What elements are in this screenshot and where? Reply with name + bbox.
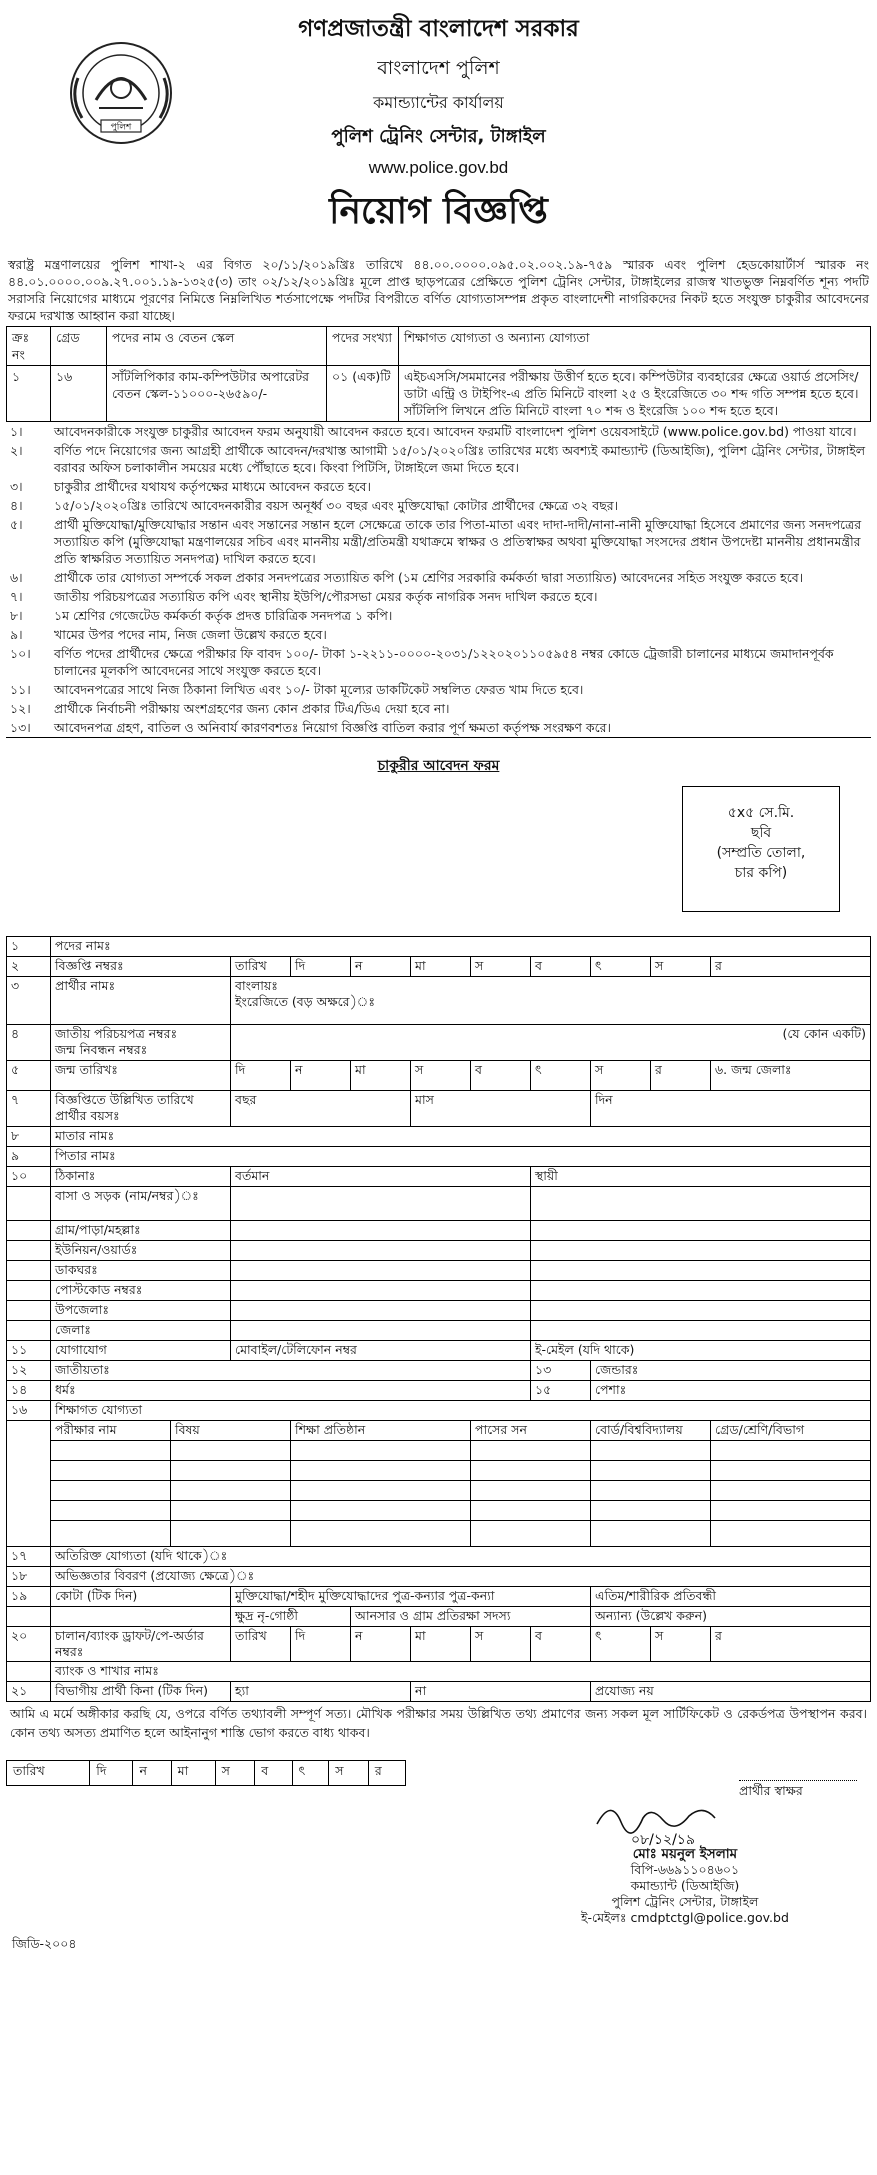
edu-cell[interactable] bbox=[471, 1521, 591, 1547]
present-postoffice-field[interactable] bbox=[231, 1261, 531, 1281]
form-row bbox=[7, 1341, 871, 1361]
bank-branch-field[interactable]: ব্যাংক ও শাখার নামঃ bbox=[51, 1662, 871, 1682]
police-emblem-icon bbox=[66, 38, 176, 148]
form-row bbox=[7, 937, 871, 957]
condition-text: ১৫/০১/২০২০খ্রিঃ তারিখে আবেদনকারীর বয়স অনূর্ধ্ব ৩০ বছর এবং মুক্তিযোদ্ধা কোটার প্রার্থীদের ক্ষেত্রে ৩২ বছর। bbox=[54, 498, 619, 513]
condition-item bbox=[6, 568, 871, 587]
declaration-date bbox=[6, 1760, 406, 1786]
date-cell[interactable]: র bbox=[368, 1761, 405, 1786]
edu-cell[interactable] bbox=[711, 1461, 871, 1481]
row-no: ৮ bbox=[7, 1127, 51, 1147]
mobile-field[interactable]: মোবাইল/টেলিফোন নম্বর bbox=[231, 1341, 531, 1361]
date-cell[interactable]: স bbox=[329, 1761, 369, 1786]
emblem-label: পুলিশ bbox=[110, 122, 132, 133]
center-name: পুলিশ ট্রেনিং সেন্টার, টাঙ্গাইল bbox=[331, 126, 546, 147]
conditions-list bbox=[6, 422, 871, 738]
post-name: সাঁটলিপিকার কাম-কম্পিউটার অপারেটর বেতন স্কেল-১১০০০-২৬৫৯০/- bbox=[107, 366, 327, 422]
edu-cell[interactable] bbox=[591, 1501, 711, 1521]
post-sl: ১ bbox=[7, 366, 51, 422]
permanent-village-field[interactable] bbox=[531, 1221, 871, 1241]
condition-text: বর্ণিত পদের প্রার্থীদের ক্ষেত্রে পরীক্ষার ফি বাবদ ১০০/- টাকা ১-২২১১-০০০০-২০৩১/১২২০২০১১০৫৯৫৪ নম্বর কোডে ট্রেজারী চালানের মাধ্যমে জমাদানপূর্বক চালানের মূলকপি আবেদনের সাথে সংযুক্ত করতে হবে। bbox=[54, 646, 834, 678]
education-row bbox=[7, 1441, 871, 1461]
edu-cell[interactable] bbox=[711, 1441, 871, 1461]
condition-item bbox=[6, 477, 871, 496]
condition-number: ১১। bbox=[10, 682, 31, 697]
row-no: ২১ bbox=[7, 1682, 51, 1702]
address-row bbox=[7, 1301, 871, 1321]
officer-signature-icon bbox=[591, 1794, 741, 1850]
education-row bbox=[7, 1481, 871, 1501]
form-row bbox=[7, 977, 871, 1025]
website-link[interactable]: www.police.gov.bd bbox=[368, 158, 509, 177]
condition-number: ৬। bbox=[10, 570, 23, 585]
form-row bbox=[7, 1662, 871, 1682]
photo-note: (সম্প্রতি তোলা, bbox=[716, 845, 806, 861]
condition-text: আবেদনকারীকে সংযুক্ত চাকুরীর আবেদন ফরম অনুযায়ী আবেদন করতে হবে। আবেদন ফরমটি বাংলাদেশ পুলিশ ওয়েবসাইটে (www.police.gov.bd) পাওয়া যাবে। bbox=[54, 424, 857, 439]
quota-label: কোটা (টিক দিন) bbox=[51, 1587, 231, 1607]
condition-number: ১। bbox=[10, 424, 23, 439]
condition-item bbox=[6, 441, 871, 477]
post-qualification: এইচএসসি/সমমানের পরীক্ষায় উত্তীর্ণ হতে হবে। কম্পিউটার ব্যবহারের ক্ষেত্রে ওয়ার্ড প্রসেসিং/ডাটা এন্ট্রি ও টাইপিং-এ প্রতি মিনিটে বাংলা ২৫ ও ইংরেজিতে ৩০ শব্দ গতি সম্পন্ন হতে হবে। সাঁটলিপি লিখনে প্রতি মিনিটে বাংলা ৭০ শব্দ ও ইংরেজি ১০০ শব্দ হতে হবে। bbox=[399, 366, 871, 422]
photo-copies: চার কপি) bbox=[734, 865, 788, 881]
row-no: ১৯ bbox=[7, 1587, 51, 1607]
edu-cell[interactable] bbox=[591, 1441, 711, 1461]
condition-item bbox=[6, 699, 871, 718]
condition-number: ৯। bbox=[10, 627, 23, 642]
signature-date: ০৮/১২/১৯ bbox=[631, 1832, 695, 1848]
edu-cell[interactable] bbox=[471, 1461, 591, 1481]
edu-cell[interactable] bbox=[291, 1441, 471, 1461]
present-district-field[interactable] bbox=[231, 1321, 531, 1341]
birth-reg-label: জন্ম নিবন্ধন নম্বরঃ bbox=[55, 1042, 148, 1057]
dob-cell[interactable]: স bbox=[591, 1061, 651, 1091]
edu-cell[interactable] bbox=[171, 1481, 291, 1501]
date-cell[interactable]: স bbox=[471, 957, 531, 977]
condition-text: বর্ণিত পদে নিয়োগের জন্য আগ্রহী প্রার্থীকে আবেদন/দরখাস্ত আগামী ১৫/০১/২০২০খ্রিঃ তারিখের মধ্যে অবশ্যই কমান্ড্যান্ট (ডিআইজি), পুলিশ ট্রেনিং সেন্টার, টাঙ্গাইল বরাবর অফিস চলাকালীন সময়ের মধ্যে পৌঁছাতে হবে। কিংবা পিটিসি, টাঙ্গাইলে জমা দিতে হবে। bbox=[54, 443, 866, 475]
date-cell[interactable]: স bbox=[651, 957, 711, 977]
col-sl: ক্রঃ নং bbox=[7, 327, 51, 366]
edu-col-board: বোর্ড/বিশ্ববিদ্যালয় bbox=[591, 1421, 711, 1441]
post-grade: ১৬ bbox=[51, 366, 107, 422]
dob-cell[interactable]: স bbox=[411, 1061, 471, 1091]
row-no: ৭ bbox=[7, 1091, 51, 1127]
office-name: কমান্ড্যান্টের কার্যালয় bbox=[373, 93, 504, 112]
form-row bbox=[7, 1627, 871, 1662]
edu-cell[interactable] bbox=[51, 1521, 171, 1547]
officer-office: পুলিশ ট্রেনিং সেন্টার, টাঙ্গাইল bbox=[611, 1894, 759, 1909]
nid-value[interactable] bbox=[231, 1025, 871, 1061]
form-row bbox=[7, 1587, 871, 1607]
permanent-house-field[interactable] bbox=[531, 1187, 871, 1221]
dob-cell[interactable]: ব bbox=[471, 1061, 531, 1091]
form-title: চাকুরীর আবেদন ফরম bbox=[377, 758, 500, 774]
condition-text: চাকুরীর প্রার্থীদের যথাযথ কর্তৃপক্ষের মাধ্যমে আবেদন করতে হবে। bbox=[54, 479, 371, 494]
permanent-upazila-field[interactable] bbox=[531, 1301, 871, 1321]
dob-cell[interactable]: র bbox=[651, 1061, 711, 1091]
edu-cell[interactable] bbox=[171, 1521, 291, 1547]
edu-col-institution: শিক্ষা প্রতিষ্ঠান bbox=[291, 1421, 471, 1441]
condition-item bbox=[6, 496, 871, 515]
edu-cell[interactable] bbox=[291, 1501, 471, 1521]
contact-label: যোগাযোগ bbox=[51, 1341, 231, 1361]
edu-col-exam: পরীক্ষার নাম bbox=[51, 1421, 171, 1441]
applicant-name-label: প্রার্থীর নামঃ bbox=[51, 977, 231, 1025]
permanent-district-field[interactable] bbox=[531, 1321, 871, 1341]
condition-number: ৪। bbox=[10, 498, 23, 513]
row-no: ২ bbox=[7, 957, 51, 977]
col-count: পদের সংখ্যা bbox=[327, 327, 399, 366]
challan-field[interactable]: চালান/ব্যাংক ড্রাফট/পে-অর্ডার নম্বরঃ bbox=[51, 1627, 231, 1662]
condition-item bbox=[6, 422, 871, 441]
edu-cell[interactable] bbox=[471, 1501, 591, 1521]
date-label: তারিখ bbox=[7, 1761, 90, 1786]
email-field[interactable]: ই-মেইল (যদি থাকে) bbox=[531, 1341, 871, 1361]
permanent-postoffice-field[interactable] bbox=[531, 1261, 871, 1281]
row-no: ১৭ bbox=[7, 1547, 51, 1567]
row-no: ১১ bbox=[7, 1341, 51, 1361]
condition-item bbox=[6, 644, 871, 680]
condition-item bbox=[6, 515, 871, 568]
officer-email[interactable]: ই-মেইলঃ cmdptctgl@police.gov.bd bbox=[581, 1910, 789, 1925]
date-label: তারিখ bbox=[231, 957, 291, 977]
date-cell[interactable]: মা bbox=[171, 1761, 215, 1786]
occupation-field[interactable]: পেশাঃ bbox=[591, 1381, 871, 1401]
age-year-field[interactable]: বছর bbox=[231, 1091, 411, 1127]
edu-cell[interactable] bbox=[171, 1441, 291, 1461]
officer-name: মোঃ ময়নুল ইসলাম bbox=[632, 1846, 738, 1862]
address-row bbox=[7, 1241, 871, 1261]
applicant-signature[interactable]: প্রার্থীর স্বাক্ষর bbox=[739, 1780, 857, 1803]
photo-label: ছবি bbox=[750, 825, 772, 841]
edu-cell[interactable] bbox=[291, 1521, 471, 1547]
notice-title: নিয়োগ বিজ্ঞপ্তি bbox=[329, 191, 548, 232]
edu-cell[interactable] bbox=[171, 1501, 291, 1521]
edu-cell[interactable] bbox=[591, 1481, 711, 1501]
edu-cell[interactable] bbox=[171, 1461, 291, 1481]
row-no: ১৮ bbox=[7, 1567, 51, 1587]
date-cell[interactable]: স bbox=[471, 1627, 531, 1662]
edu-cell[interactable] bbox=[711, 1521, 871, 1547]
address-house-label: বাসা ও সড়ক (নাম/নম্বর)ঃ bbox=[51, 1187, 231, 1221]
form-row bbox=[7, 1147, 871, 1167]
date-label: তারিখ bbox=[231, 1627, 291, 1662]
row-no: ৪ bbox=[7, 1025, 51, 1061]
address-union-label: ইউনিয়ন/ওয়ার্ডঃ bbox=[51, 1241, 231, 1261]
row-no: ১ bbox=[7, 937, 51, 957]
post-name-field[interactable]: পদের নামঃ bbox=[51, 937, 871, 957]
date-cell[interactable]: ৎ bbox=[591, 1627, 651, 1662]
condition-text: ১ম শ্রেণির গেজেটেড কর্মকর্তা কর্তৃক প্রদত্ত চারিত্রিক সনদপত্র ১ কপি। bbox=[54, 608, 393, 623]
date-cell[interactable]: ৎ bbox=[292, 1761, 329, 1786]
age-label: বিজ্ঞপ্তিতে উল্লিখিত তারিখে প্রার্থীর বয়সঃ bbox=[51, 1091, 231, 1127]
row-no: ১৫ bbox=[531, 1381, 591, 1401]
quota-other[interactable]: অন্যান্য (উল্লেখ করুন) bbox=[591, 1607, 871, 1627]
post-table bbox=[6, 326, 871, 422]
address-row bbox=[7, 1321, 871, 1341]
condition-text: প্রার্থী মুক্তিযোদ্ধা/মুক্তিযোদ্ধার সন্তান এবং সন্তানের সন্তান হলে সেক্ষেত্রে তাকে তার পিতা-মাতা এবং দাদা-দাদী/নানা-নানী মুক্তিযোদ্ধা হিসেবে প্রমাণের জন্য সনদপত্রের সত্যায়িত কপি (মুক্তিযোদ্ধা মন্ত্রণালয়ের সচিব এবং মাননীয় মন্ত্রী/প্রতিমন্ত্রী যথাক্রমে স্বাক্ষর ও প্রতিস্বাক্ষর অথবা মুক্তিযোদ্ধা সংসদের প্রধান উপদেষ্টা মাননীয় প্রধানমন্ত্রীর প্রতি স্বাক্ষরিত সত্যায়িত সনদপত্র) দাখিল করতে হবে। bbox=[54, 517, 862, 566]
condition-number: ১৩। bbox=[6, 718, 50, 738]
header bbox=[6, 10, 871, 178]
condition-number: ১০। bbox=[10, 646, 31, 661]
officer-title: কমান্ড্যান্ট (ডিআইজি) bbox=[630, 1878, 740, 1893]
col-grade: গ্রেড bbox=[51, 327, 107, 366]
education-label: শিক্ষাগত যোগ্যতা bbox=[51, 1401, 871, 1421]
quota-orphan-disabled[interactable]: এতিম/শারীরিক প্রতিবন্ধী bbox=[591, 1587, 871, 1607]
date-cell[interactable]: দি bbox=[90, 1761, 133, 1786]
present-house-field[interactable] bbox=[231, 1187, 531, 1221]
date-cell[interactable]: ন bbox=[351, 957, 411, 977]
condition-text: প্রার্থীকে তার যোগ্যতা সম্পর্কে সকল প্রকার সনদপত্রের সত্যায়িত কপি (১ম শ্রেণির সরকারি কর্মকর্তা দ্বারা সত্যায়িত) আবেদনের সহিত সংযুক্ত করতে হবে। bbox=[54, 570, 804, 585]
dob-cell[interactable]: মা bbox=[351, 1061, 411, 1091]
address-row bbox=[7, 1261, 871, 1281]
father-name-field[interactable]: পিতার নামঃ bbox=[51, 1147, 871, 1167]
applicant-name-field[interactable] bbox=[231, 977, 871, 1025]
condition-item bbox=[6, 680, 871, 699]
edu-col-grade: গ্রেড/শ্রেণি/বিভাগ bbox=[711, 1421, 871, 1441]
photo-box bbox=[682, 786, 840, 912]
edu-cell[interactable] bbox=[471, 1481, 591, 1501]
mother-name-field[interactable]: মাতার নামঃ bbox=[51, 1127, 871, 1147]
present-upazila-field[interactable] bbox=[231, 1301, 531, 1321]
condition-number: ৭। bbox=[10, 589, 23, 604]
signature-area bbox=[6, 1783, 871, 1956]
edu-cell[interactable] bbox=[591, 1461, 711, 1481]
gd-code: জিডি-২০০৪ bbox=[12, 1936, 77, 1951]
condition-text: আবেদনপত্র গ্রহণ, বাতিল ও অনিবার্য কারণবশতঃ নিয়োগ বিজ্ঞপ্তি বাতিল করার পূর্ণ ক্ষমতা কর্তৃপক্ষ সংরক্ষণ করে। bbox=[50, 718, 871, 738]
address-district-label: জেলাঃ bbox=[51, 1321, 231, 1341]
address-postoffice-label: ডাকঘরঃ bbox=[51, 1261, 231, 1281]
row-no: ৫ bbox=[7, 1061, 51, 1091]
departmental-na[interactable]: প্রযোজ্য নয় bbox=[591, 1682, 871, 1702]
permanent-address-header: স্থায়ী bbox=[531, 1167, 871, 1187]
edu-cell[interactable] bbox=[51, 1461, 171, 1481]
edu-cell[interactable] bbox=[591, 1521, 711, 1547]
age-day-field[interactable]: দিন bbox=[591, 1091, 871, 1127]
address-upazila-label: উপজেলাঃ bbox=[51, 1301, 231, 1321]
date-cell[interactable]: ব bbox=[531, 1627, 591, 1662]
date-cell[interactable]: দি bbox=[291, 957, 351, 977]
condition-text: আবেদনপত্রের সাথে নিজ ঠিকানা লিখিত এবং ১০/- টাকা মূল্যের ডাকটিকেট সম্বলিত ফেরত খাম দিতে হবে। bbox=[54, 682, 584, 697]
condition-item bbox=[6, 606, 871, 625]
condition-text: জাতীয় পরিচয়পত্রের সত্যায়িত কপি এবং স্থানীয় ইউপি/পৌরসভা মেয়র কর্তৃক নাগরিক সনদ দাখিল করতে হবে। bbox=[54, 589, 598, 604]
address-row bbox=[7, 1187, 871, 1221]
edu-cell[interactable] bbox=[291, 1461, 471, 1481]
name-english-field[interactable]: ইংরেজিতে (বড় অক্ষরে)ঃ bbox=[235, 994, 376, 1009]
form-row bbox=[7, 1091, 871, 1127]
post-count: ০১ (এক)টি bbox=[327, 366, 399, 422]
education-row bbox=[7, 1461, 871, 1481]
any-one-note: (যে কোন একটি) bbox=[782, 1026, 866, 1041]
present-union-field[interactable] bbox=[231, 1241, 531, 1261]
row-no: ৩ bbox=[7, 977, 51, 1025]
edu-col-year: পাসের সন bbox=[471, 1421, 591, 1441]
edu-cell[interactable] bbox=[711, 1501, 871, 1521]
edu-cell[interactable] bbox=[711, 1481, 871, 1501]
experience-field[interactable]: অভিজ্ঞতার বিবরণ (প্রযোজ্য ক্ষেত্রে)ঃ bbox=[51, 1567, 871, 1587]
form-row bbox=[7, 957, 871, 977]
row-no: ১২ bbox=[7, 1361, 51, 1381]
quota-ethnic[interactable]: ক্ষুদ্র নৃ-গোষ্ঠী bbox=[231, 1607, 351, 1627]
col-qualification: শিক্ষাগত যোগ্যতা ও অন্যান্য যোগ্যতা bbox=[399, 327, 871, 366]
nationality-field[interactable]: জাতীয়তাঃ bbox=[51, 1361, 531, 1381]
address-row bbox=[7, 1221, 871, 1241]
education-header bbox=[7, 1421, 871, 1441]
name-bangla-field[interactable]: বাংলায়ঃ bbox=[235, 978, 278, 993]
form-row bbox=[7, 1381, 871, 1401]
edu-cell[interactable] bbox=[51, 1481, 171, 1501]
condition-number: ৩। bbox=[10, 479, 23, 494]
date-cell[interactable]: স bbox=[651, 1627, 711, 1662]
form-row bbox=[7, 1567, 871, 1587]
row-no: ১০ bbox=[7, 1167, 51, 1187]
condition-number: ৮। bbox=[10, 608, 23, 623]
gov-title: গণপ্রজাতন্ত্রী বাংলাদেশ সরকার bbox=[298, 16, 579, 42]
form-row bbox=[7, 1061, 871, 1091]
condition-text: প্রার্থীকে নির্বাচনী পরীক্ষায় অংশগ্রহণের জন্য কোন প্রকার টিএ/ডিএ দেয়া হবে না। bbox=[54, 701, 450, 716]
education-row bbox=[7, 1521, 871, 1547]
edu-cell[interactable] bbox=[471, 1441, 591, 1461]
extra-qualification-field[interactable]: অতিরিক্ত যোগ্যতা (যদি থাকে)ঃ bbox=[51, 1547, 871, 1567]
quota-freedom-fighter[interactable]: মুক্তিযোদ্ধা/শহীদ মুক্তিযোদ্ধাদের পুত্র-কন্যার পুত্র-কন্যা bbox=[231, 1587, 591, 1607]
address-row bbox=[7, 1281, 871, 1301]
dob-cell[interactable]: ন bbox=[291, 1061, 351, 1091]
row-no: ১৩ bbox=[531, 1361, 591, 1381]
birth-district-field[interactable]: ৬. জন্ম জেলাঃ bbox=[711, 1061, 871, 1091]
gender-field[interactable]: জেন্ডারঃ bbox=[591, 1361, 871, 1381]
date-cell[interactable]: ব bbox=[255, 1761, 292, 1786]
form-row bbox=[7, 1682, 871, 1702]
condition-item bbox=[6, 625, 871, 644]
declaration: আমি এ মর্মে অঙ্গীকার করছি যে, ওপরে বর্ণিত তথ্যাবলী সম্পূর্ণ সত্য। মৌখিক পরীক্ষার সময় উল্লিখিত তথ্য প্রমাণের জন্য সকল মূল সার্টিফিকেট ও রেকর্ডপত্র উপস্থাপন করব। কোন তথ্য অসত্য প্রমাণিত হলে আইনানুগ শাস্তি ভোগ করতে বাধ্য থাকব। bbox=[10, 1706, 867, 1740]
address-postcode-label: পোস্টকোড নম্বরঃ bbox=[51, 1281, 231, 1301]
date-cell[interactable]: ন bbox=[133, 1761, 171, 1786]
form-row bbox=[7, 1025, 871, 1061]
row-no: ৯ bbox=[7, 1147, 51, 1167]
form-row bbox=[7, 1401, 871, 1421]
edu-col-subject: বিষয় bbox=[171, 1421, 291, 1441]
departmental-yes[interactable]: হ্যা bbox=[231, 1682, 411, 1702]
col-post: পদের নাম ও বেতন স্কেল bbox=[107, 327, 327, 366]
age-month-field[interactable]: মাস bbox=[411, 1091, 591, 1127]
date-cell[interactable]: র bbox=[711, 1627, 871, 1662]
notice-no-field[interactable]: বিজ্ঞপ্তি নম্বরঃ bbox=[51, 957, 231, 977]
dob-cell[interactable]: ৎ bbox=[531, 1061, 591, 1091]
row-no: ১৪ bbox=[7, 1381, 51, 1401]
intro-paragraph: স্বরাষ্ট্র মন্ত্রণালয়ের পুলিশ শাখা-২ এর বিগত ২০/১১/২০১৯খ্রিঃ তারিখে ৪৪.০০.০০০০.০৯৫.০২.০০২.১৯-৭৫৯ স্মারক এবং পুলিশ হেডকোয়ার্টার্স স্মারক নং ৪৪.০১.০০০০.০০৯.২৭.০০১.১৯-১৩২৫(৩) তাং ০২/১২/২০১৯খ্রিঃ মূলে প্রাপ্ত ছাড়পত্রের প্রেক্ষিতে পুলিশ ট্রেনিং সেন্টার, টাঙ্গাইলের রাজস্ব খাতভুক্ত নিম্নবর্ণিত শূন্য পদটি সরাসরি নিয়োগের মাধ্যমে পূরণের নিমিত্তে নিম্নলিখিত শর্তসাপেক্ষে পদটির বিপরীতে বর্ণিত যোগ্যতাসম্পন্ন প্রকৃত বাংলাদেশী নাগরিকদের নিকট হতে সংযুক্ত চাকুরীর আবেদনের ফরমে দরখাস্ত আহ্বান করা যাচ্ছে। bbox=[8, 257, 869, 323]
date-cell[interactable]: ৎ bbox=[591, 957, 651, 977]
education-row bbox=[7, 1501, 871, 1521]
officer-bp: বিপি-৬৬৯১১০৪৬০১ bbox=[630, 1862, 740, 1877]
form-row bbox=[7, 1547, 871, 1567]
nid-field[interactable] bbox=[51, 1025, 231, 1061]
permanent-union-field[interactable] bbox=[531, 1241, 871, 1261]
form-row bbox=[7, 1167, 871, 1187]
dob-cell[interactable]: দি bbox=[231, 1061, 291, 1091]
dept-name: বাংলাদেশ পুলিশ bbox=[377, 57, 500, 79]
nid-label: জাতীয় পরিচয়পত্র নম্বরঃ bbox=[55, 1026, 178, 1041]
date-cell[interactable]: র bbox=[711, 957, 871, 977]
date-cell[interactable]: স bbox=[215, 1761, 255, 1786]
religion-field[interactable]: ধর্মঃ bbox=[51, 1381, 531, 1401]
present-postcode-field[interactable] bbox=[231, 1281, 531, 1301]
departmental-label: বিভাগীয় প্রার্থী কিনা (টিক দিন) bbox=[51, 1682, 231, 1702]
edu-cell[interactable] bbox=[51, 1501, 171, 1521]
quota-ansar[interactable]: আনসার ও গ্রাম প্রতিরক্ষা সদস্য bbox=[351, 1607, 591, 1627]
condition-item bbox=[6, 718, 871, 738]
application-form bbox=[6, 936, 871, 1702]
row-no: ২০ bbox=[7, 1627, 51, 1662]
condition-number: ৫। bbox=[10, 517, 23, 532]
row-no: ১৬ bbox=[7, 1401, 51, 1421]
date-cell[interactable]: মা bbox=[411, 957, 471, 977]
address-label: ঠিকানাঃ bbox=[51, 1167, 231, 1187]
present-village-field[interactable] bbox=[231, 1221, 531, 1241]
edu-cell[interactable] bbox=[291, 1481, 471, 1501]
photo-size: ৫x৫ সে.মি. bbox=[727, 805, 795, 821]
form-row bbox=[7, 1607, 871, 1627]
departmental-no[interactable]: না bbox=[411, 1682, 591, 1702]
condition-text: খামের উপর পদের নাম, নিজ জেলা উল্লেখ করতে হবে। bbox=[54, 627, 327, 642]
address-village-label: গ্রাম/পাড়া/মহল্লাঃ bbox=[51, 1221, 231, 1241]
officer-block bbox=[581, 1846, 789, 1926]
edu-cell[interactable] bbox=[51, 1441, 171, 1461]
date-cell[interactable]: ন bbox=[351, 1627, 411, 1662]
date-cell[interactable]: ব bbox=[531, 957, 591, 977]
form-row bbox=[7, 1127, 871, 1147]
condition-number: ১২। bbox=[10, 701, 31, 716]
date-cell[interactable]: মা bbox=[411, 1627, 471, 1662]
present-address-header: বর্তমান bbox=[231, 1167, 531, 1187]
permanent-postcode-field[interactable] bbox=[531, 1281, 871, 1301]
form-row bbox=[7, 1361, 871, 1381]
condition-item bbox=[6, 587, 871, 606]
dob-label: জন্ম তারিখঃ bbox=[51, 1061, 231, 1091]
date-cell[interactable]: দি bbox=[291, 1627, 351, 1662]
condition-number: ২। bbox=[10, 443, 23, 458]
